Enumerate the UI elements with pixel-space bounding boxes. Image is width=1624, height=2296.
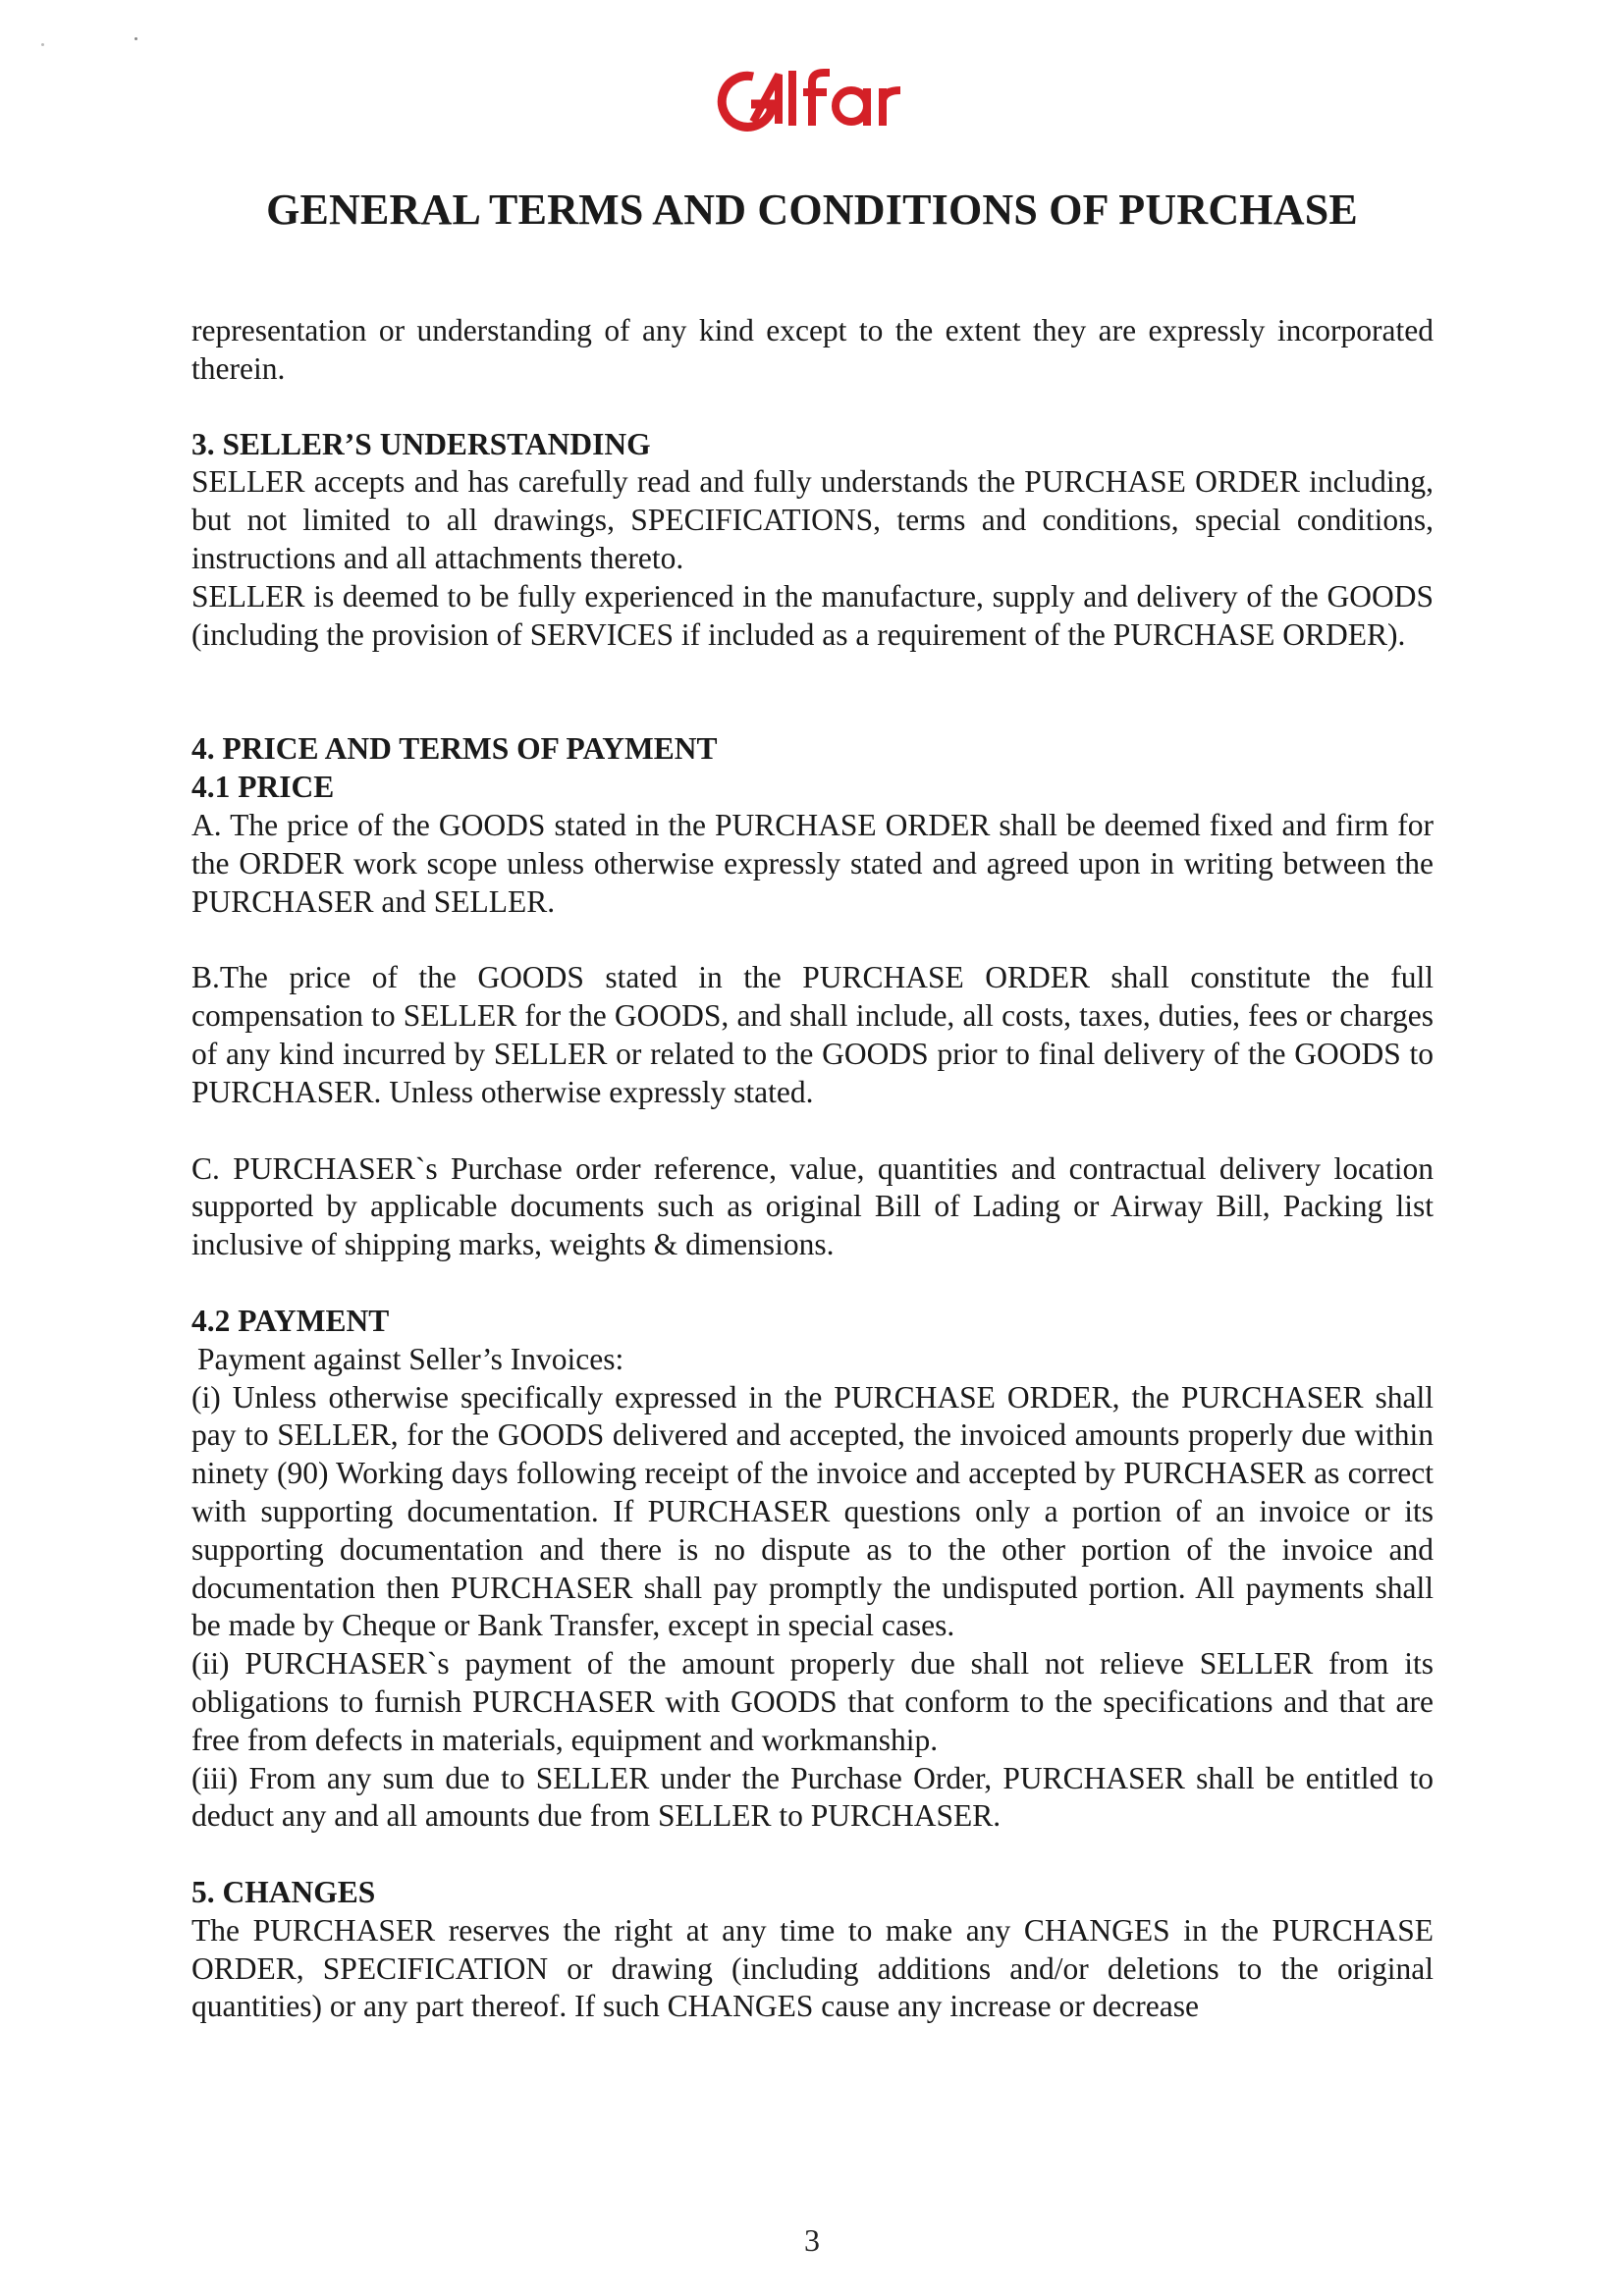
document-body [191, 312, 1434, 2026]
intro-paragraph: representation or understanding of any kind except to the extent they are expressly incorporated therein. [191, 313, 1434, 386]
scan-speck [41, 43, 44, 46]
section-3-heading: 3. SELLER’S UNDERSTANDING [191, 426, 651, 461]
section-3-paragraph-2: SELLER is deemed to be fully experienced in the manufacture, supply and delivery of the GOODS (including the provision of SERVICES if included as a requirement of the PURCHASE ORDER). [191, 578, 1434, 652]
payment-item-i: (i) Unless otherwise specifically expressed in the PURCHASE ORDER, the PURCHASER shall pay to SELLER, for the GOODS delivered and accepted, the invoiced amounts properly due within ninety (90) Working days following receipt of the invoice and accepted by PURCHASER as correct with supporting documentation. If PURCHASER questions only a portion of an invoice or its supporting documentation and there is no dispute as to the other portion of the invoice and documentation then PURCHASER shall pay promptly the undisputed portion. All payments shall be made by Cheque or Bank Transfer, except in special cases. [191, 1379, 1434, 1643]
price-item-a: A. The price of the GOODS stated in the PURCHASE ORDER shall be deemed fixed and firm for the ORDER work scope unless otherwise expressly stated and agreed upon in writing between the PURCHASER and SELLER. [191, 807, 1434, 919]
document-title: GENERAL TERMS AND CONDITIONS OF PURCHASE [266, 186, 1358, 234]
payment-item-iii: (iii) From any sum due to SELLER under the Purchase Order, PURCHASER shall be entitled to deduct any and all amounts due from SELLER to PURCHASER. [191, 1760, 1434, 1834]
payment-intro: Payment against Seller’s Invoices: [197, 1341, 624, 1376]
section-5-paragraph-1: The PURCHASER reserves the right at any time to make any CHANGES in the PURCHASE ORDER, SPECIFICATION or drawing (including additions and/or deletions to the original quantities) or any part thereof. If such CHANGES cause any increase or decrease [191, 1912, 1434, 2024]
payment-item-ii: (ii) PURCHASER`s payment of the amount properly due shall not relieve SELLER from its obligations to furnish PURCHASER with GOODS that conform to the specifications and that are free from defects in materials, equipment and workmanship. [191, 1646, 1434, 1757]
section-4-1-heading: 4.1 PRICE [191, 770, 335, 805]
galfar-logo-icon [714, 61, 910, 139]
section-4-2-heading: 4.2 PAYMENT [191, 1303, 390, 1338]
company-logo [0, 61, 1624, 139]
section-5-heading: 5. CHANGES [191, 1875, 376, 1910]
section-3-paragraph-1: SELLER accepts and has carefully read and fully understands the PURCHASE ORDER including, but not limited to all drawings, SPECIFICATIONS, terms and conditions, special conditions, instructions and all attachments thereto. [191, 464, 1434, 575]
section-4-heading: 4. PRICE AND TERMS OF PAYMENT [191, 731, 718, 767]
page-number: 3 [804, 2222, 820, 2258]
scan-speck [135, 37, 137, 40]
price-item-b: B.The price of the GOODS stated in the PURCHASE ORDER shall constitute the full compensation to SELLER for the GOODS, and shall include, all costs, taxes, duties, fees or charges of any kind incurred by SELLER or related to the GOODS prior to final delivery of the GOODS to PURCHASER. Unless otherwise expressly stated. [191, 960, 1434, 1109]
price-item-c: C. PURCHASER`s Purchase order reference, value, quantities and contractual delivery location supported by applicable documents such as original Bill of Lading or Airway Bill, Packing list inclusive of shipping marks, weights & dimensions. [191, 1150, 1434, 1262]
